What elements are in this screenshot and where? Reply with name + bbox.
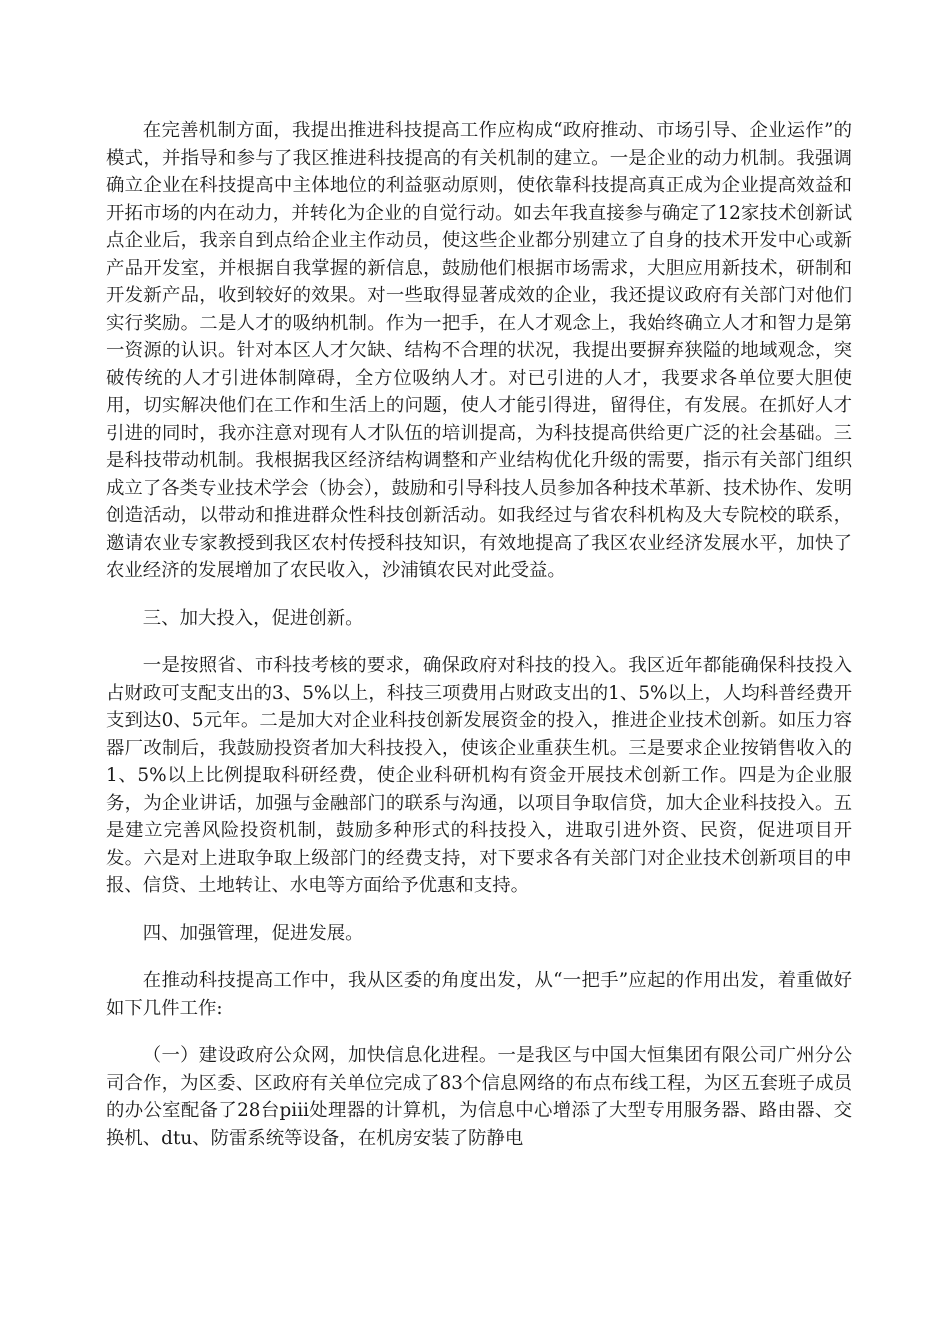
section-heading-investment: 三、加大投入，促进创新。 bbox=[142, 607, 364, 629]
paragraph-management-intro: 在推动科技提高工作中，我从区委的角度出发，从“一把手”应起的作用出发，着重做好如下几件工作: bbox=[106, 970, 852, 1019]
section-heading-management: 四、加强管理，促进发展。 bbox=[142, 922, 364, 944]
paragraph-investment: 一是按照省、市科技考核的要求，确保政府对科技的投入。我区近年都能确保科技投入占财政可支配支出的3、5%以上，科技三项费用占财政支出的1、5%以上，人均科普经费开支到达0、5元年。二是加大对企业科技创新发展资金的投入，推进企业技术创新。如压力容器厂改制后，我鼓励投资者加大科技投入，使该企业重获生机。三是要求企业按销售收入的1、5%以上比例提取科研经费，使企业科研机构有资金开展技术创新工作。四是为企业服务，为企业讲话，加强与金融部门的联系与沟通，以项目争取信贷，加大企业科技投入。五是建立完善风险投资机制，鼓励多种形式的科技投入，进取引进外资、民资，促进项目开发。六是对上进取争取上级部门的经费支持，对下要求各有关部门对企业技术创新项目的申报、信贷、土地转让、水电等方面给予优惠和支持。 bbox=[106, 655, 852, 896]
document-body bbox=[106, 117, 852, 1152]
paragraph-mechanism: 在完善机制方面，我提出推进科技提高工作应构成“政府推动、市场引导、企业运作”的模式，并指导和参与了我区推进科技提高的有关机制的建立。一是企业的动力机制。我强调确立企业在科技提高中主体地位的利益驱动原则，使依靠科技提高真正成为企业提高效益和开拓市场的内在动力，并转化为企业的自觉行动。如去年我直接参与确定了12家技术创新试点企业后，我亲自到点给企业主作动员，使这些企业都分别建立了自身的技术开发中心或新产品开发室，并根据自我掌握的新信息，鼓励他们根据市场需求，大胆应用新技术，研制和开发新产品，收到较好的效果。对一些取得显著成效的企业，我还提议政府有关部门对他们实行奖励。二是人才的吸纳机制。作为一把手，在人才观念上，我始终确立人才和智力是第一资源的认识。针对本区人才欠缺、结构不合理的状况，我提出要摒弃狭隘的地域观念，突破传统的人才引进体制障碍，全方位吸纳人才。对已引进的人才，我要求各单位要大胆使用，切实解决他们在工作和生活上的问题，使人才能引得进，留得住，有发展。在抓好人才引进的同时，我亦注意对现有人才队伍的培训提高，为科技提高供给更广泛的社会基础。三是科技带动机制。我根据我区经济结构调整和产业结构优化升级的需要，指示有关部门组织成立了各类专业技术学会（协会），鼓励和引导科技人员参加各种技术革新、技术协作、发明创造活动，以带动和推进群众性科技创新活动。如我经过与省农科机构及大专院校的联系，邀请农业专家教授到我区农村传授科技知识，有效地提高了我区农业经济发展水平，加快了农业经济的发展增加了农民收入，沙浦镇农民对此受益。 bbox=[106, 120, 852, 581]
paragraph-government-network: （一）建设政府公众网，加快信息化进程。一是我区与中国大恒集团有限公司广州分公司合作，为区委、区政府有关单位完成了83个信息网络的布点布线工程，为区五套班子成员的办公室配备了28台piii处理器的计算机，为信息中心增添了大型专用服务器、路由器、交换机、dtu、防雷系统等设备，在机房安装了防静电 bbox=[106, 1045, 852, 1149]
